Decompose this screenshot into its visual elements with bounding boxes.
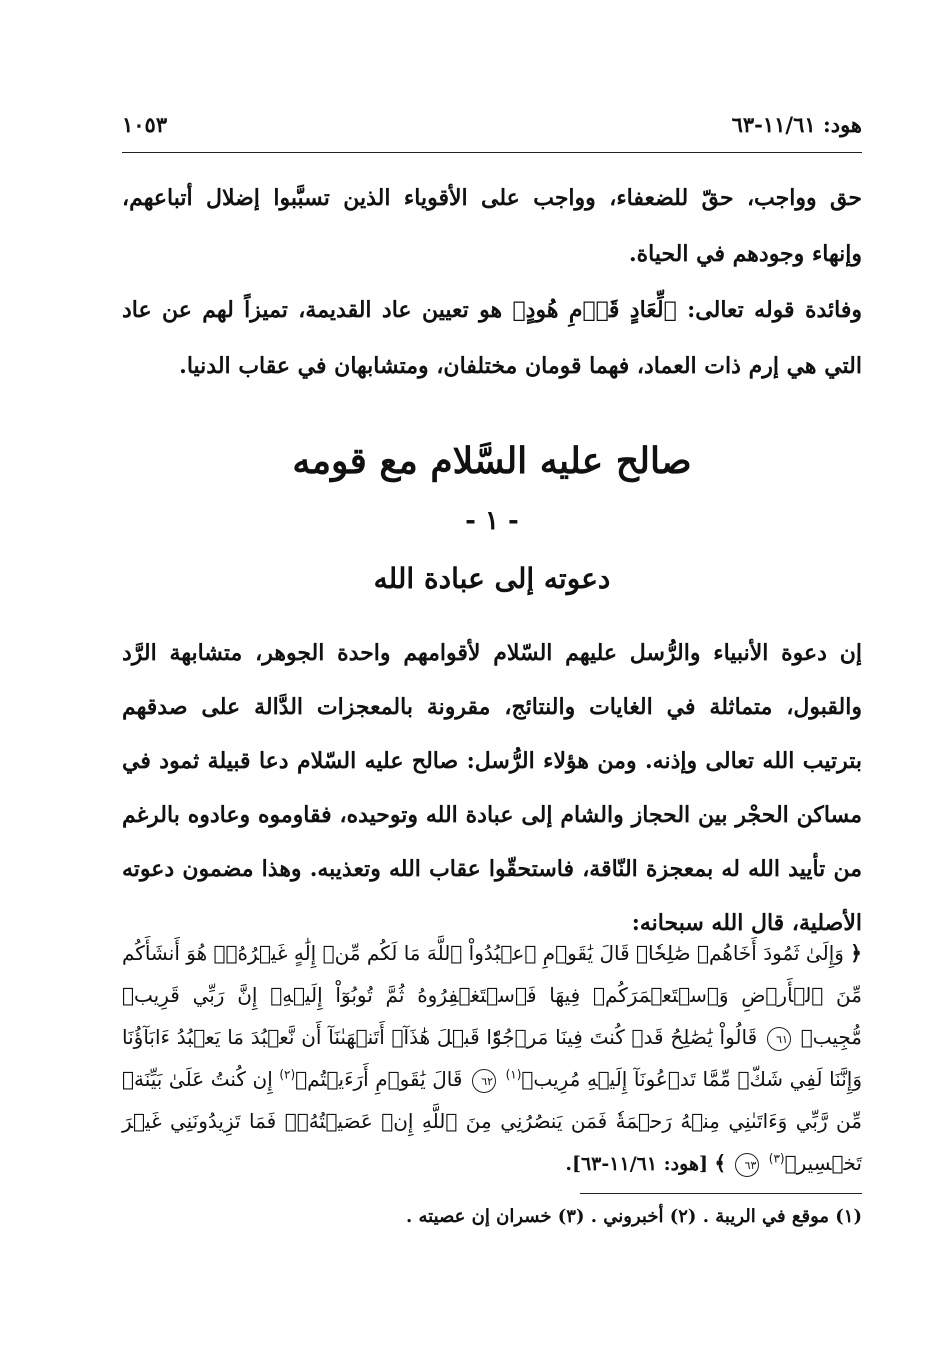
page-number: ١٠٥٣	[122, 112, 168, 137]
intro-paragraph-2-block	[122, 282, 862, 394]
section-paragraph: إن دعوة الأنبياء والرُّسل عليهم السّلام لأقوامهم واحدة الجوهر، متشابهة الرَّد والقبول، متماثلة في الغايات والنتائج، مقرونة بالمعجزات الدَّالة على صدقهم بترتيب الله تعالى وإذنه. ومن هؤلاء الرُّسل: صالح عليه السّلام دعا قبيلة ثمود في مساكن الحجْر بين الحجاز والشام إلى عبادة الله وتوحيده، فقاوموه وعادوه بالرغم من تأييد الله له بمعجزة النّاقة، فاستحقّوا عقاب الله وتعذيبه. وهذا مضمون دعوته الأصلية، قال الله سبحانه:	[122, 640, 862, 936]
footnote-marker-3: (٣)	[768, 1151, 785, 1166]
section-paragraph-block	[122, 626, 862, 950]
section-subtitle: دعوته إلى عبادة الله	[373, 562, 611, 595]
quran-reference: [هود: ١١/٦١-٦٣].	[565, 1153, 708, 1175]
footnote-marker-1: (١)	[505, 1067, 522, 1082]
ayah-number-63: ٦٣	[735, 1153, 759, 1177]
intro-paragraph-2: وفائدة قوله تعالى: ﴿لِّعَادٍ قَوۡمِ هُودٍ﴾ هو تعيين عاد القديمة، تميزاً لهم عن عاد التي هي إرم ذات العماد، فهما قومان مختلفان، ومتشابهان في عقاب الدنيا.	[122, 297, 862, 379]
footnote-marker-2: (٢)	[279, 1067, 296, 1082]
section-number: - ١ -	[465, 506, 519, 536]
ayah-number-61: ٦١	[767, 1027, 791, 1051]
quran-passage	[122, 932, 862, 1185]
quran-open-brace: ﴿	[850, 941, 862, 965]
footnote-divider	[580, 1193, 862, 1194]
quran-verse-63-text-b: إِن كُنتُ عَلَىٰ بَيِّنَةٖ مِّن رَّبِّي وَءَاتَىٰنِي مِنۡهُ رَحۡمَةٗ فَمَن يَنصُرُنِي مِنَ ٱللَّهِ إِنۡ عَصَيۡتُهُۥۖ فَمَا تَزِيدُونَنِي غَيۡرَ تَخۡسِيرٖ	[122, 1067, 862, 1175]
section-title: صالح عليه السَّلام مع قومه	[292, 440, 692, 482]
header-divider	[122, 152, 862, 153]
quran-verse-61-text: وَإِلَىٰ ثَمُودَ أَخَاهُمۡ صَٰلِحٗاۚ قَالَ يَٰقَوۡمِ ٱعۡبُدُواْ ٱللَّهَ مَا لَكُم مِّنۡ إِلَٰهٍ غَيۡرُهُۥۖ هُوَ أَنشَأَكُم مِّنَ ٱلۡأَرۡضِ وَٱسۡتَعۡمَرَكُمۡ فِيهَا فَٱسۡتَغۡفِرُوهُ ثُمَّ تُوبُوٓاْ إِلَيۡهِۚ إِنَّ رَبِّي قَرِيبٞ مُّجِيبٞ	[122, 941, 862, 1049]
quran-verse-62-text: قَالُواْ يَٰصَٰلِحُ قَدۡ كُنتَ فِينَا مَرۡجُوّٗا قَبۡلَ هَٰذَآۖ أَتَنۡهَىٰنَآ أَن نَّعۡبُدَ مَا يَعۡبُدُ ءَابَآؤُنَا وَإِنَّنَا لَفِي شَكّٖ مِّمَّا تَدۡعُونَآ إِلَيۡهِ مُرِيبٖ	[122, 1025, 862, 1091]
page-header	[122, 112, 862, 146]
intro-paragraph-1-block	[122, 170, 862, 282]
intro-paragraph-1: حق وواجب، حقّ للضعفاء، وواجب على الأقوياء الذين تسبَّبوا إضلال أتباعهم، وإنهاء وجودهم في الحياة.	[122, 185, 862, 267]
surah-reference: هود: ١١/٦١-٦٣	[731, 112, 862, 137]
quran-close-brace: ﴾	[714, 1151, 727, 1175]
footnotes: (١) موقع في الريبة . (٢) أخبروني . (٣) خسران إن عصيته .	[406, 1206, 862, 1227]
ayah-number-62: ٦٢	[472, 1069, 496, 1093]
quran-verse-63-text-a: قَالَ يَٰقَوۡمِ أَرَءَيۡتُمۡ	[295, 1067, 463, 1091]
